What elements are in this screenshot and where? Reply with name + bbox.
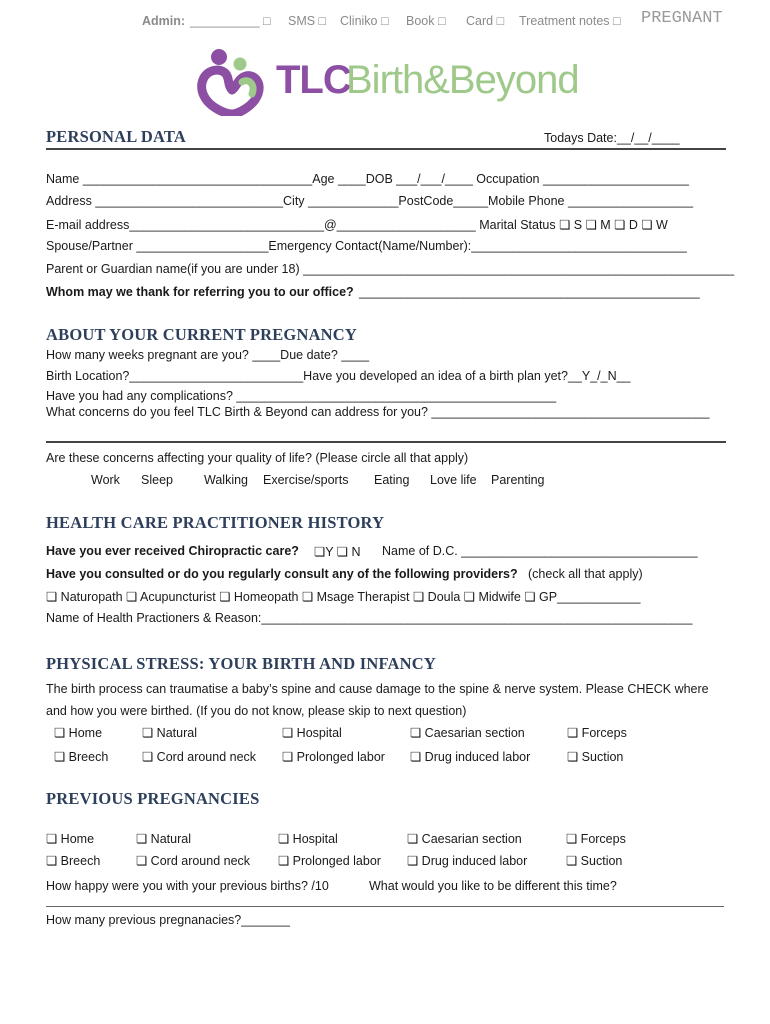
option-eating[interactable]: Eating [374,473,410,487]
previous-heading: PREVIOUS PREGNANCIES [46,789,260,808]
admin-blank-checkbox[interactable]: __________ □ [190,14,271,28]
personal-divider [46,148,726,150]
pregnancy-divider [46,441,726,443]
provider-checkboxes[interactable]: ❏ Naturopath ❏ Acupuncturist ❏ Homeopath ❏ Msage Therapist ❏ Doula ❏ Midwife ❏ GP____________ [46,590,641,604]
birth-location-line[interactable]: Birth Location?_________________________Have you developed an idea of a birth plan yet?__Y_/_N__ [46,369,631,383]
prev-suction-checkbox[interactable]: ❏ Suction [566,854,623,868]
name-age-dob-line[interactable]: Name _________________________________Age ____DOB ___/___/____ Occupation _____________________ [46,172,689,186]
dc-name-field[interactable]: Name of D.C. __________________________________ [382,544,698,558]
physical-text-1: The birth process can traumatise a baby’s spine and cause damage to the spine & nerve system. Please CHECK where [46,682,709,696]
admin-sms-checkbox[interactable]: SMS □ [288,14,327,28]
email-marital-line[interactable]: E-mail address____________________________@____________________ Marital Status ❏ S ❏ M ❏ D ❏ W [46,218,668,232]
prev-breech-checkbox[interactable]: ❏ Breech [46,854,101,868]
todays-date-field[interactable]: Todays Date:__/__/____ [544,131,680,145]
birth-home-checkbox[interactable]: ❏ Home [54,726,103,740]
previous-count-field[interactable]: How many previous pregnanacies?_______ [46,913,290,927]
birth-caesarian-checkbox[interactable]: ❏ Caesarian section [410,726,525,740]
practitioner-heading: HEALTH CARE PRACTITIONER HISTORY [46,513,385,532]
birth-prolonged-checkbox[interactable]: ❏ Prolonged labor [282,750,385,764]
admin-label: Admin: [142,14,186,28]
happiness-question[interactable]: How happy were you with your previous births? /10 [46,879,329,893]
prev-home-checkbox[interactable]: ❏ Home [46,832,95,846]
admin-treatment-notes-checkbox[interactable]: Treatment notes □ [519,14,621,28]
prev-caesarian-checkbox[interactable]: ❏ Caesarian section [407,832,522,846]
quality-question: Are these concerns affecting your quality of life? (Please circle all that apply) [46,451,469,465]
personal-heading: PERSONAL DATA [46,127,186,146]
prev-hospital-checkbox[interactable]: ❏ Hospital [278,832,338,846]
chiro-yes-no-checkbox[interactable]: ❏Y ❏ N [314,545,361,559]
birth-cord-checkbox[interactable]: ❏ Cord around neck [142,750,257,764]
admin-cliniko-checkbox[interactable]: Cliniko □ [340,14,389,28]
weeks-due-line[interactable]: How many weeks pregnant are you? ____Due date? ____ [46,348,370,362]
prev-drug-induced-checkbox[interactable]: ❏ Drug induced labor [407,854,528,868]
birth-forceps-checkbox[interactable]: ❏ Forceps [567,726,627,740]
admin-card-checkbox[interactable]: Card □ [466,14,505,28]
different-question: What would you like to be different this time? [369,879,617,893]
chiro-question: Have you ever received Chiropractic care? [46,544,299,558]
logo-birth-beyond: Birth&Beyond [346,58,579,102]
admin-book-checkbox[interactable]: Book □ [406,14,446,28]
birth-hospital-checkbox[interactable]: ❏ Hospital [282,726,342,740]
complications-line[interactable]: Have you had any complications? ______________________________________________ [46,389,557,403]
address-line[interactable]: Address ___________________________City _____________PostCode_____Mobile Phone __________________ [46,194,694,208]
consult-question: Have you consulted or do you regularly consult any of the following providers? [46,567,518,581]
spouse-emergency-line[interactable]: Spouse/Partner ___________________Emergency Contact(Name/Number):_______________________________ [46,239,687,253]
prev-cord-checkbox[interactable]: ❏ Cord around neck [136,854,251,868]
referral-question: Whom may we thank for referring you to our office? [46,285,354,299]
birth-natural-checkbox[interactable]: ❏ Natural [142,726,197,740]
consult-note: (check all that apply) [528,567,643,581]
birth-drug-induced-checkbox[interactable]: ❏ Drug induced labor [410,750,531,764]
option-work[interactable]: Work [91,473,120,487]
physical-text-2: and how you were birthed. (If you do not know, please skip to next question) [46,704,467,718]
concerns-line[interactable]: What concerns do you feel TLC Birth & Beyond can address for you? ________________________________________ [46,405,710,419]
pregnant-label: PREGNANT [641,9,723,28]
heart-family-icon [196,44,274,116]
practitioner-names-line[interactable]: Name of Health Practioners & Reason:______________________________________________________________ [46,611,693,625]
guardian-line[interactable]: Parent or Guardian name(if you are under 18) ______________________________________________________________ [46,262,735,276]
birth-breech-checkbox[interactable]: ❏ Breech [54,750,109,764]
prev-prolonged-checkbox[interactable]: ❏ Prolonged labor [278,854,381,868]
pregnancy-heading: ABOUT YOUR CURRENT PREGNANCY [46,325,358,344]
option-walking[interactable]: Walking [204,473,248,487]
option-parenting[interactable]: Parenting [491,473,545,487]
birth-suction-checkbox[interactable]: ❏ Suction [567,750,624,764]
option-love-life[interactable]: Love life [430,473,477,487]
prev-natural-checkbox[interactable]: ❏ Natural [136,832,191,846]
logo [196,44,579,116]
prev-forceps-checkbox[interactable]: ❏ Forceps [566,832,626,846]
physical-heading: PHYSICAL STRESS: YOUR BIRTH AND INFANCY [46,654,436,673]
option-exercise[interactable]: Exercise/sports [263,473,349,487]
option-sleep[interactable]: Sleep [141,473,173,487]
referral-field[interactable]: _________________________________________________ [359,285,700,299]
different-answer-line[interactable] [46,906,724,907]
logo-tlc: TLC [276,58,351,102]
